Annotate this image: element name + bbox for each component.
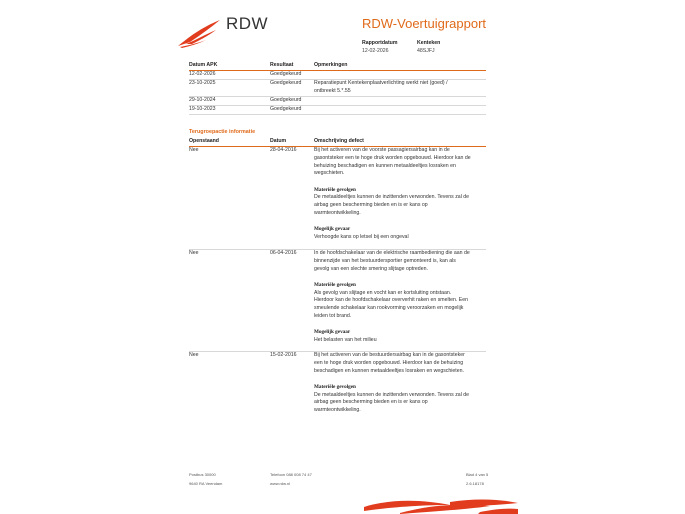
- apk-date: 23-10-2025: [189, 80, 216, 86]
- apk-date: 12-02-2026: [189, 71, 216, 77]
- consequence-line: leiden tot brand.: [314, 313, 352, 320]
- apk-date: 29-10-2024: [189, 97, 216, 103]
- consequence-heading: Materiële gevolgen: [314, 383, 356, 390]
- apk-date: 19-10-2023: [189, 106, 216, 112]
- defect-line: In de hoofdschakelaar van de elektrische raambediening die aan de: [314, 250, 470, 256]
- danger-heading: Mogelijk gevaar: [314, 329, 351, 336]
- row-divider: [189, 105, 486, 106]
- apk-result: Goedgekeurd: [270, 106, 302, 112]
- recall-date: 06-04-2016: [270, 250, 297, 256]
- footer-address-2: 9640 RA Veendam: [189, 481, 223, 486]
- danger-line: Het belasten van het milieu: [314, 337, 377, 344]
- consequence-line: Hierdoor kan de hoofdschakelaar oververhit raken en smelten. Een: [314, 297, 468, 304]
- footer-address-1: Postbus 30000: [189, 472, 216, 477]
- consequence-line: airbag geen bescherming bieden en is er kans op: [314, 202, 428, 209]
- recall-description: [314, 250, 486, 345]
- recall-open: Nee: [189, 250, 199, 256]
- apk-col-date: Datum APK: [189, 62, 218, 68]
- recall-description: [314, 147, 486, 242]
- consequence-heading: Materiële gevolgen: [314, 186, 356, 193]
- apk-result: Goedgekeurd: [270, 97, 302, 103]
- apk-col-notes: Opmerkingen: [314, 62, 348, 68]
- meta-label-plate: Kenteken: [417, 40, 441, 46]
- apk-col-result: Resultaat: [270, 62, 294, 68]
- row-divider: [189, 114, 486, 115]
- recall-date: 28-04-2016: [270, 147, 297, 153]
- footer-phone: Telefoon 088 008 74 47: [270, 472, 312, 477]
- defect-line: beschadigen en kunnen metaaldeeltjes losraken en wegschieten.: [314, 367, 464, 374]
- footer-website: www.rdw.nl: [270, 481, 291, 486]
- footer-code: 2.6.18178: [466, 481, 484, 486]
- footer-wave-decoration-icon: [360, 497, 520, 514]
- recall-date: 15-02-2016: [270, 352, 297, 358]
- document-title: RDW-Voertuigrapport: [362, 16, 487, 31]
- defect-line: binnenzijde van het bestuurdersportier gemonteerd is, kan als: [314, 257, 456, 264]
- consequence-line: smeulende schakelaar kan rookvorming veroorzaken en mogelijk: [314, 305, 464, 312]
- recall-col-date: Datum: [270, 138, 287, 144]
- danger-line: Verhoogde kans op letsel bij een ongeval: [314, 234, 409, 241]
- defect-line: gasontsteker een te hoge druk worden opgebouwd. Hierdoor kan de: [314, 154, 471, 161]
- defect-line: Bij het activeren van de voorste passagiersairbag kan in de: [314, 147, 450, 153]
- consequence-heading: Materiële gevolgen: [314, 281, 356, 288]
- consequence-line: warmteontwikkeling.: [314, 210, 361, 217]
- consequence-line: airbag geen bescherming bieden en is er kans op: [314, 399, 428, 406]
- defect-line: Bij het activeren van de bestuurdersairbag kan in de gasontsteker: [314, 352, 465, 358]
- recall-description: [314, 352, 486, 415]
- recall-open: Nee: [189, 147, 199, 153]
- defect-line: behuizing beschadigen en kunnen metaaldeeltjes losraken en: [314, 162, 456, 169]
- defect-line: wegschieten.: [314, 170, 345, 177]
- rdw-logo-icon: [176, 18, 222, 48]
- recall-section-title: Terugroepactie informatie: [189, 129, 256, 135]
- recall-col-defect: Omschrijving defect: [314, 138, 364, 144]
- consequence-line: warmteontwikkeling.: [314, 407, 361, 414]
- apk-result: Goedgekeurd: [270, 71, 302, 77]
- meta-value-plate: 48SJFJ: [417, 48, 435, 54]
- footer-page-number: Blad 4 van 5: [466, 472, 489, 477]
- meta-label-report-date: Rapportdatum: [362, 40, 398, 46]
- logo-text: RDW: [226, 14, 269, 33]
- apk-note: Reparatiepunt Kentekenplaatverlichting werkt niet (goed) /: [314, 80, 448, 86]
- apk-note: ontbreekt 5.*.55: [314, 88, 351, 94]
- meta-value-report-date: 12-02-2026: [362, 48, 389, 54]
- row-divider: [189, 96, 486, 97]
- recall-open: Nee: [189, 352, 199, 358]
- recall-col-open: Openstaand: [189, 138, 219, 144]
- consequence-line: Als gevolg van slijtage en vocht kan er kortsluiting ontstaan.: [314, 289, 452, 296]
- defect-line: een te hoge druk worden opgebouwd. Hierdoor kan de behuizing: [314, 359, 464, 366]
- consequence-line: De metaaldeeltjes kunnen de inzittenden verwonden. Tevens zal de: [314, 194, 470, 201]
- apk-result: Goedgekeurd: [270, 80, 302, 86]
- danger-heading: Mogelijk gevaar: [314, 226, 351, 233]
- apk-header-rule: [189, 70, 486, 71]
- consequence-line: De metaaldeeltjes kunnen de inzittenden verwonden. Tevens zal de: [314, 391, 470, 398]
- defect-line: gevolg van een slechte smering slijtage optreden.: [314, 265, 428, 272]
